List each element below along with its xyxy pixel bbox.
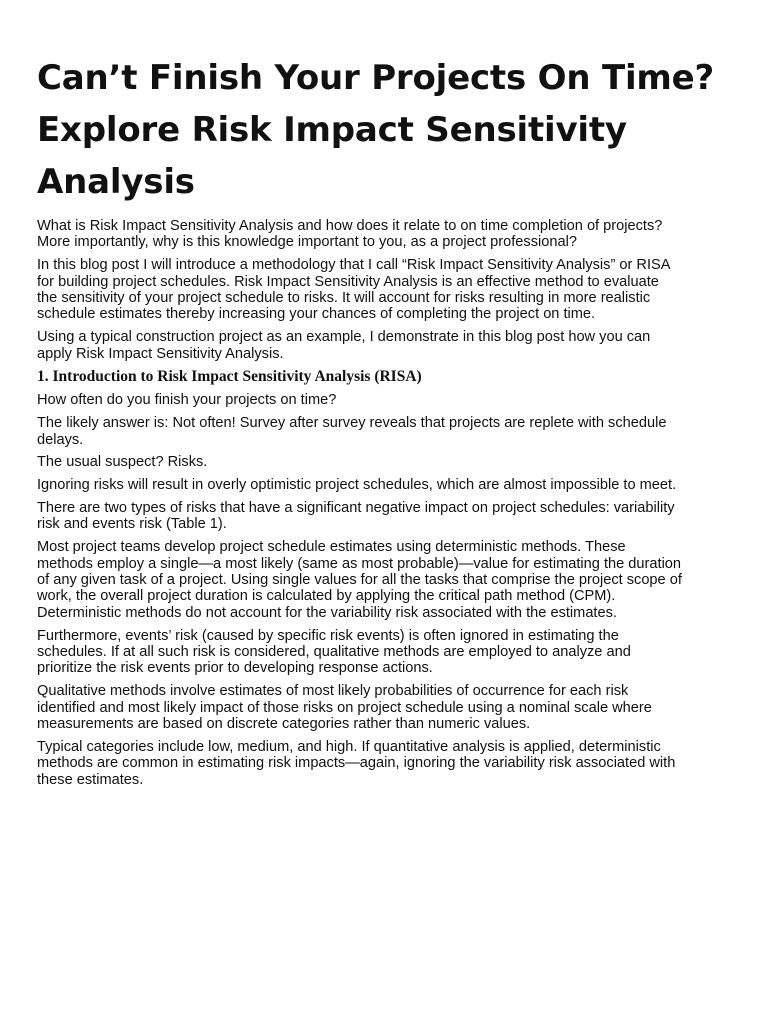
body-paragraph (37, 500, 727, 533)
body-section (37, 392, 727, 788)
document-page (37, 52, 727, 794)
text-line: the sensitivity of your project schedule to risks. It will account for risks resulting in more realistic (37, 290, 651, 307)
text-line: Furthermore, events’ risk (caused by specific risk events) is often ignored in estimating the (37, 627, 619, 644)
text-line: schedule estimates thereby increasing your chances of completing the project on time. (37, 306, 596, 323)
section-heading: 1. Introduction to Risk Impact Sensitivity Analysis (RISA) (37, 368, 422, 386)
body-paragraph (37, 454, 727, 470)
body-paragraph (37, 683, 727, 732)
text-line: apply Risk Impact Sensitivity Analysis. (37, 345, 284, 362)
text-line: There are two types of risks that have a significant negative impact on project schedules: variability (37, 500, 675, 517)
intro-paragraph (37, 218, 727, 251)
text-line: prioritize the risk events prior to developing response actions. (37, 660, 433, 677)
text-line: Ignoring risks will result in overly optimistic project schedules, which are almost impossible to meet. (37, 477, 677, 494)
body-paragraph (37, 539, 727, 621)
text-line: these estimates. (37, 771, 144, 788)
text-line: schedules. If at all such risk is considered, qualitative methods are employed to analyze and (37, 644, 631, 661)
text-line: How often do you finish your projects on time? (37, 392, 337, 409)
text-line: The likely answer is: Not often! Survey after survey reveals that projects are replete with schedule (37, 415, 667, 432)
text-line: In this blog post I will introduce a methodology that I call “Risk Impact Sensitivity Analysis” or RISA (37, 257, 671, 274)
body-paragraph (37, 392, 727, 408)
text-line: What is Risk Impact Sensitivity Analysis and how does it relate to on time completion of projects? (37, 218, 663, 234)
intro-paragraph (37, 257, 727, 323)
title-line: Explore Risk Impact Sensitivity (37, 110, 627, 150)
intro-paragraph (37, 329, 727, 362)
body-paragraph (37, 477, 727, 493)
text-line: Typical categories include low, medium, and high. If quantitative analysis is applied, deterministic (37, 738, 661, 755)
text-line: More importantly, why is this knowledge important to you, as a project professional? (37, 234, 577, 251)
title-line: Can’t Finish Your Projects On Time? (37, 58, 715, 98)
text-line: methods employ a single—a most likely (same as most probable)—value for estimating the duration (37, 555, 682, 572)
text-line: of any given task of a project. Using single values for all the tasks that comprise the project scope of (37, 572, 682, 589)
page-title (37, 52, 727, 208)
text-line: delays. (37, 431, 84, 448)
intro-section (37, 218, 727, 362)
body-paragraph (37, 739, 727, 788)
title-line: Analysis (37, 162, 195, 202)
text-line: Deterministic methods do not account for the variability risk associated with the estimates. (37, 604, 617, 621)
text-line: Using a typical construction project as an example, I demonstrate in this blog post how you can (37, 329, 651, 346)
text-line: for building project schedules. Risk Impact Sensitivity Analysis is an effective method to evaluate (37, 273, 659, 290)
text-line: identified and most likely impact of those risks on project schedule using a nominal scale where (37, 699, 652, 716)
body-paragraph (37, 415, 727, 448)
text-line: Qualitative methods involve estimates of most likely probabilities of occurrence for each risk (37, 683, 629, 700)
text-line: measurements are based on discrete categories rather than numeric values. (37, 716, 531, 733)
text-line: risk and events risk (Table 1). (37, 516, 227, 533)
body-paragraph (37, 628, 727, 677)
text-line: methods are common in estimating risk impacts—again, ignoring the variability risk associated with (37, 755, 676, 772)
text-line: The usual suspect? Risks. (37, 454, 208, 471)
text-line: work, the overall project duration is calculated by applying the critical path method (CPM). (37, 588, 616, 605)
text-line: Most project teams develop project schedule estimates using deterministic methods. These (37, 539, 626, 556)
